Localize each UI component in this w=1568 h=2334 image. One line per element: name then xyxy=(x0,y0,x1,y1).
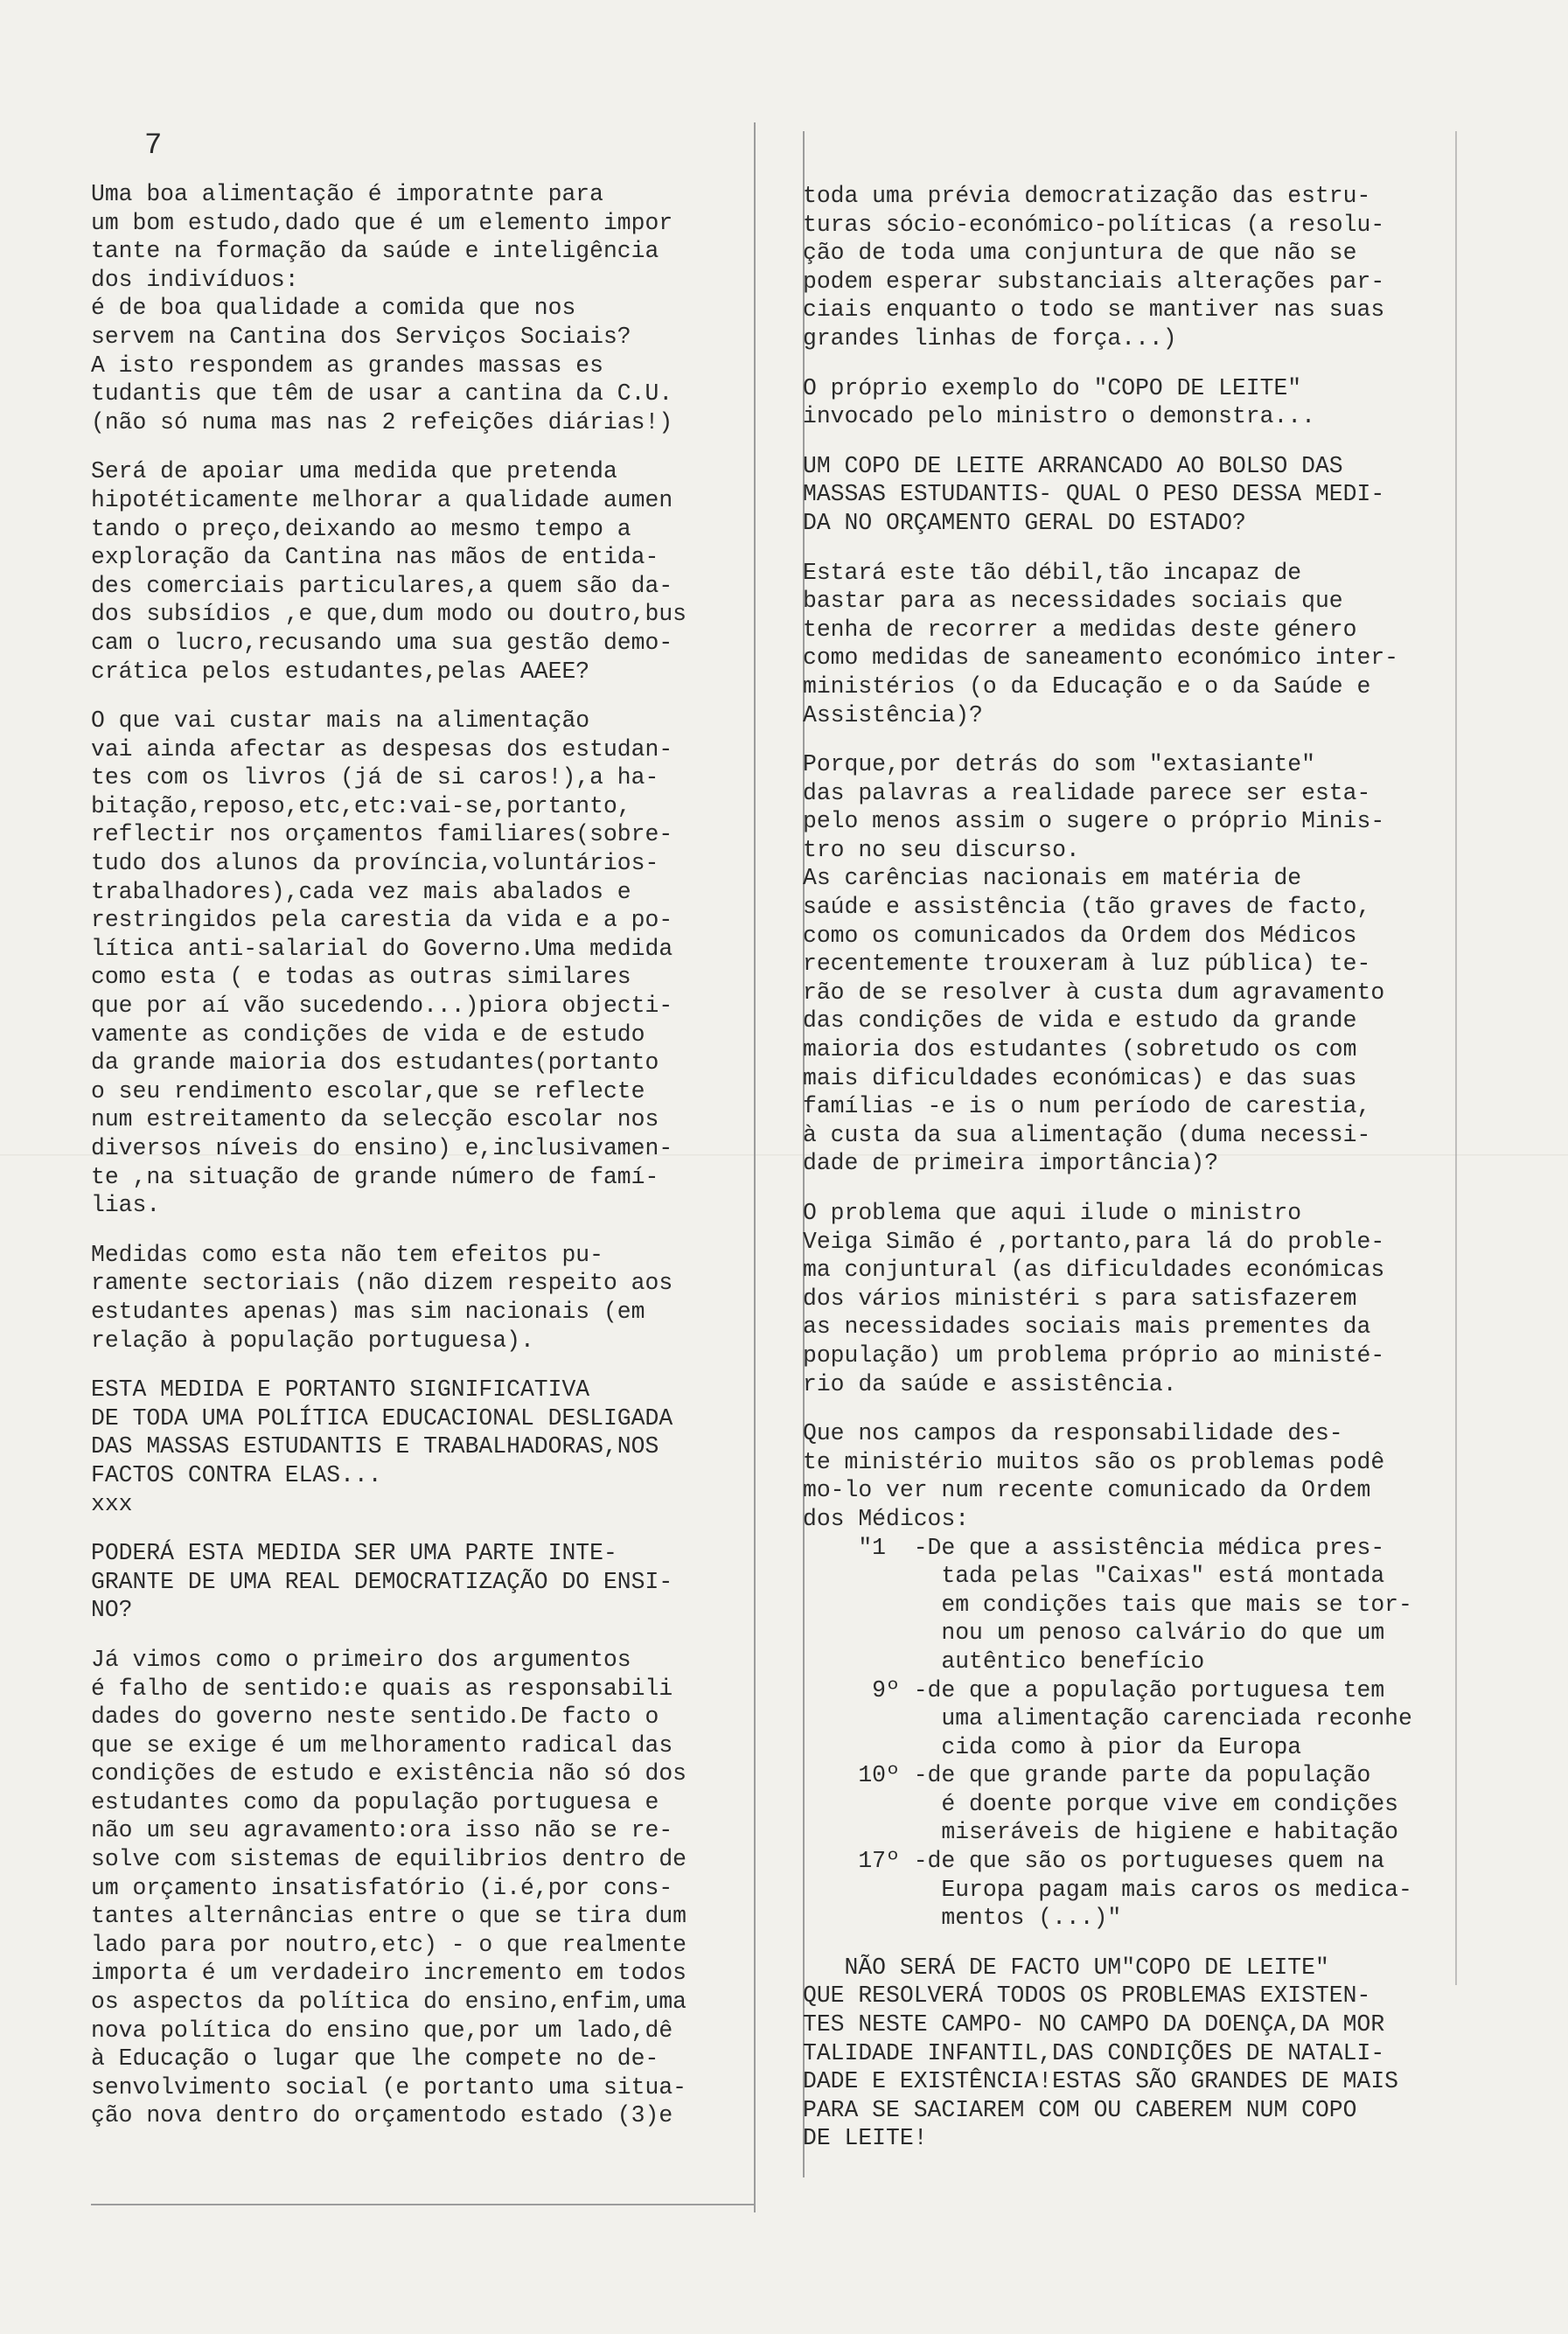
right-column-line: nou um penoso calvário do que um xyxy=(803,1620,1385,1647)
right-column-line: dos Médicos: xyxy=(803,1505,970,1532)
left-column-line: um orçamento insatisfatório (i.é,por cons- xyxy=(91,1874,673,1901)
right-column-line xyxy=(803,538,1467,559)
right-column-line: PARA SE SACIAREM COM OU CABEREM NUM COPO xyxy=(803,2096,1357,2123)
right-column-line: grandes linhas de força...) xyxy=(803,324,1177,352)
right-column-line: toda uma prévia democratização das estru- xyxy=(803,183,1371,209)
left-column-line: bitação,reposo,etc,etc:vai-se,portanto, xyxy=(91,792,631,819)
right-column-line: tada pelas "Caixas" está montada xyxy=(803,1563,1385,1590)
right-column-line: Estará este tão débil,tão incapaz de xyxy=(803,559,1302,586)
right-column-line: turas sócio-económico-políticas (a resolu- xyxy=(803,211,1385,238)
left-column-line: que se exige é um melhoramento radical das xyxy=(91,1731,673,1759)
left-column-line: Já vimos como o primeiro dos argumentos xyxy=(91,1646,631,1673)
right-column-line: podem esperar substanciais alterações par- xyxy=(803,268,1385,295)
right-column xyxy=(803,182,1467,2153)
left-column-line: vamente as condições de vida e de estudo xyxy=(91,1021,645,1048)
left-column-line xyxy=(91,686,756,707)
right-column-line: "1 -De que a assistência médica pres- xyxy=(803,1534,1385,1561)
left-column-line: Será de apoiar uma medida que pretenda xyxy=(91,458,617,485)
left-column-line: é de boa qualidade a comida que nos xyxy=(91,295,576,322)
right-column-line: ministérios (o da Educação e o da Saúde e xyxy=(803,672,1371,700)
left-column-line: restringidos pela carestia da vida e a po- xyxy=(91,907,673,934)
right-column-line: As carências nacionais em matéria de xyxy=(803,865,1302,892)
left-column-line: o seu rendimento escolar,que se reflecte xyxy=(91,1077,645,1104)
left-column-line: dos indivíduos: xyxy=(91,266,299,293)
right-column-line: maioria dos estudantes (sobretudo os com xyxy=(803,1036,1357,1063)
left-column-line: nova política do ensino que,por um lado,dê xyxy=(91,2017,673,2044)
right-column-line: cida como à pior da Europa xyxy=(803,1733,1302,1760)
right-column-line: MASSAS ESTUDANTIS- QUAL O PESO DESSA MEDI- xyxy=(803,481,1385,508)
right-column-line: saúde e assistência (tão graves de facto, xyxy=(803,894,1371,921)
left-column-line: xxx xyxy=(91,1490,133,1517)
left-column-line: O que vai custar mais na alimentação xyxy=(91,707,590,735)
right-column-line: rio da saúde e assistência. xyxy=(803,1370,1177,1397)
left-column-line: relação à população portuguesa). xyxy=(91,1327,534,1354)
left-column-line: que por aí vão sucedendo...)piora objecti- xyxy=(91,993,673,1020)
right-column-line: O próprio exemplo do "COPO DE LEITE" xyxy=(803,374,1302,401)
right-column-line: QUE RESOLVERÁ TODOS OS PROBLEMAS EXISTEN- xyxy=(803,1982,1371,2010)
right-column-line: das palavras a realidade parece ser esta- xyxy=(803,779,1371,806)
right-column-line xyxy=(803,1178,1467,1199)
left-column-line: da grande maioria dos estudantes(portanto xyxy=(91,1049,659,1076)
right-column-line: DE LEITE! xyxy=(803,2125,928,2152)
right-column-line: DA NO ORÇAMENTO GERAL DO ESTADO? xyxy=(803,509,1246,536)
right-column-line: Europa pagam mais caros os medica- xyxy=(803,1876,1412,1903)
right-column-line: O problema que aqui ilude o ministro xyxy=(803,1200,1302,1226)
right-column-line: famílias -e is o num período de carestia, xyxy=(803,1093,1371,1120)
right-column-line: miseráveis de higiene e habitação xyxy=(803,1819,1398,1846)
left-column-line: importa é um verdadeiro incremento em todos xyxy=(91,1960,686,1987)
left-column-line: tudantis que têm de usar a cantina da C.U. xyxy=(91,380,673,408)
right-column-line: TES NESTE CAMPO- NO CAMPO DA DOENÇA,DA MOR xyxy=(803,2011,1385,2038)
right-column-line: como medidas de saneamento económico inter- xyxy=(803,644,1398,672)
left-column-line: tes com os livros (já de si caros!),a ha- xyxy=(91,764,659,791)
left-column-line: estudantes apenas) mas sim nacionais (em xyxy=(91,1298,645,1325)
right-column-line: 10º -de que grande parte da população xyxy=(803,1762,1371,1789)
right-column-line: ciais enquanto o todo se mantiver nas suas xyxy=(803,296,1385,324)
right-column-line: como os comunicados da Ordem dos Médicos xyxy=(803,922,1357,949)
right-column-line: mentos (...)" xyxy=(803,1905,1122,1932)
right-column-line xyxy=(803,353,1467,374)
left-column-line: tudo dos alunos da província,voluntários- xyxy=(91,850,659,877)
left-column-line: num estreitamento da selecção escolar nos xyxy=(91,1106,659,1133)
left-column-line: DAS MASSAS ESTUDANTIS E TRABALHADORAS,NOS xyxy=(91,1433,659,1460)
left-column-line: DE TODA UMA POLÍTICA EDUCACIONAL DESLIGADA xyxy=(91,1404,673,1432)
left-column-line: tante na formação da saúde e inteligência xyxy=(91,238,659,265)
right-column-line: rão de se resolver à custa dum agravamento xyxy=(803,979,1385,1006)
right-column-line: Assistência)? xyxy=(803,701,983,728)
left-column-line: senvolvimento social (e portanto uma situa- xyxy=(91,2073,686,2101)
left-column-line xyxy=(91,1625,756,1646)
right-column-line xyxy=(803,431,1467,452)
right-column-line: Porque,por detrás do som "extasiante" xyxy=(803,751,1315,778)
right-column-line xyxy=(803,1933,1467,1954)
left-column-line: GRANTE DE UMA REAL DEMOCRATIZAÇÃO DO ENSI- xyxy=(91,1568,673,1595)
right-column-line: as necessidades sociais mais prementes da xyxy=(803,1313,1371,1341)
left-column-line xyxy=(91,1355,756,1376)
left-column-line: exploração da Cantina nas mãos de entida- xyxy=(91,544,659,571)
right-column-line: à custa da sua alimentação (duma necessi- xyxy=(803,1121,1371,1148)
right-column-line: mais dificuldades económicas) e das suas xyxy=(803,1064,1357,1091)
right-column-line: NÃO SERÁ DE FACTO UM"COPO DE LEITE" xyxy=(803,1954,1329,1981)
left-column-line: A isto respondem as grandes massas es xyxy=(91,352,603,379)
left-column-line: solve com sistemas de equilibrios dentro de xyxy=(91,1846,686,1873)
left-column-line: Medidas como esta não tem efeitos pu- xyxy=(91,1241,603,1268)
left-column-line: NO? xyxy=(91,1597,133,1624)
right-column-line: bastar para as necessidades sociais que xyxy=(803,588,1343,615)
right-column-line: Que nos campos da responsabilidade des- xyxy=(803,1420,1343,1447)
right-column-line: dos vários ministéri s para satisfazerem xyxy=(803,1285,1357,1312)
left-column-line: lias. xyxy=(91,1192,161,1219)
left-column-line: cam o lucro,recusando uma sua gestão demo- xyxy=(91,629,673,656)
right-column-line: uma alimentação carenciada reconhe xyxy=(803,1705,1412,1732)
left-column-line xyxy=(91,1518,756,1539)
left-column-line: FACTOS CONTRA ELAS... xyxy=(91,1461,382,1488)
right-column-line: população) um problema próprio ao ministé- xyxy=(803,1341,1385,1369)
right-column-line: 9º -de que a população portuguesa tem xyxy=(803,1676,1385,1703)
left-column-line: reflectir nos orçamentos familiares(sobre- xyxy=(91,821,673,848)
left-column-line: tando o preço,deixando ao mesmo tempo a xyxy=(91,515,631,542)
left-column-line: lado para por noutro,etc) - o que realmente xyxy=(91,1931,686,1958)
left-column-line: à Educação o lugar que lhe compete no de- xyxy=(91,2045,659,2073)
left-column-line xyxy=(91,436,756,457)
right-column-line: tro no seu discurso. xyxy=(803,836,1080,863)
left-column-line: crática pelos estudantes,pelas AAEE? xyxy=(91,658,590,685)
left-column-line: Uma boa alimentação é imporatnte para xyxy=(91,181,603,207)
right-column-line: ção de toda uma conjuntura de que não se xyxy=(803,240,1357,267)
left-column-line: ESTA MEDIDA E PORTANTO SIGNIFICATIVA xyxy=(91,1376,590,1404)
left-column-line: vai ainda afectar as despesas dos estudan- xyxy=(91,735,673,763)
right-column-line: tenha de recorrer a medidas deste género xyxy=(803,616,1357,643)
right-column-line: UM COPO DE LEITE ARRANCADO AO BOLSO DAS xyxy=(803,452,1343,479)
right-column-line: invocado pelo ministro o demonstra... xyxy=(803,403,1315,430)
right-column-line: 17º -de que são os portugueses quem na xyxy=(803,1848,1385,1875)
left-column-line: os aspectos da política do ensino,enfim,uma xyxy=(91,1989,686,2016)
right-column-line: em condições tais que mais se tor- xyxy=(803,1591,1412,1618)
left-column xyxy=(91,180,756,2130)
left-column-line: ramente sectoriais (não dizem respeito aos xyxy=(91,1270,673,1297)
left-column-line xyxy=(91,1220,756,1241)
left-column-line: diversos níveis do ensino) e,inclusivamen- xyxy=(91,1135,673,1161)
right-column-line: TALIDADE INFANTIL,DAS CONDIÇÕES DE NATALI- xyxy=(803,2039,1385,2066)
right-column-line: recentemente trouxeram à luz pública) te- xyxy=(803,951,1371,978)
right-column-line: pelo menos assim o sugere o próprio Minis- xyxy=(803,808,1385,835)
right-column-line: autêntico benefício xyxy=(803,1648,1205,1675)
right-column-line: DADE E EXISTÊNCIA!ESTAS SÃO GRANDES DE MAIS xyxy=(803,2068,1398,2095)
right-column-line xyxy=(803,1398,1467,1419)
left-column-line: como esta ( e todas as outras similares xyxy=(91,964,631,991)
left-column-line: um bom estudo,dado que é um elemento impor xyxy=(91,209,673,236)
left-column-line: condições de estudo e existência não só dos xyxy=(91,1760,686,1787)
left-column-line: ção nova dentro do orçamentodo estado (3)e xyxy=(91,2102,673,2129)
left-column-line: te ,na situação de grande número de famí- xyxy=(91,1163,659,1190)
left-column-line: é falho de sentido:e quais as responsabili xyxy=(91,1675,673,1702)
left-column-line: tantes alternâncias entre o que se tira dum xyxy=(91,1903,686,1930)
left-column-line: servem na Cantina dos Serviços Sociais? xyxy=(91,323,631,350)
left-column-line: (não só numa mas nas 2 refeições diárias!) xyxy=(91,408,673,435)
left-column-line: des comerciais particulares,a quem são da- xyxy=(91,572,673,599)
left-column-line: trabalhadores),cada vez mais abalados e xyxy=(91,878,631,905)
left-column-line: dades do governo neste sentido.De facto o xyxy=(91,1703,659,1731)
right-column-line: mo-lo ver num recente comunicado da Ordem xyxy=(803,1477,1371,1504)
right-column-line xyxy=(803,729,1467,750)
left-column-line: PODERÁ ESTA MEDIDA SER UMA PARTE INTE- xyxy=(91,1540,617,1567)
left-column-line: lítica anti-salarial do Governo.Uma medida xyxy=(91,935,673,962)
right-column-line: é doente porque vive em condições xyxy=(803,1790,1398,1817)
left-column-line: estudantes como da população portuguesa e xyxy=(91,1788,659,1815)
right-column-line: ma conjuntural (as dificuldades económicas xyxy=(803,1257,1385,1284)
page-number: 7 xyxy=(144,129,163,163)
right-column-line: dade de primeira importância)? xyxy=(803,1150,1219,1177)
right-column-line: te ministério muitos são os problemas podê xyxy=(803,1448,1385,1475)
left-column-line: hipotéticamente melhorar a qualidade aumen xyxy=(91,486,673,513)
left-column-line: dos subsídios ,e que,dum modo ou doutro,bus xyxy=(91,601,686,628)
bottom-rule-left xyxy=(91,2204,756,2205)
right-column-line: das condições de vida e estudo da grande xyxy=(803,1007,1357,1035)
left-column-line: não um seu agravamento:ora isso não se re- xyxy=(91,1817,673,1844)
right-column-line: Veiga Simão é ,portanto,para lá do proble- xyxy=(803,1228,1385,1255)
